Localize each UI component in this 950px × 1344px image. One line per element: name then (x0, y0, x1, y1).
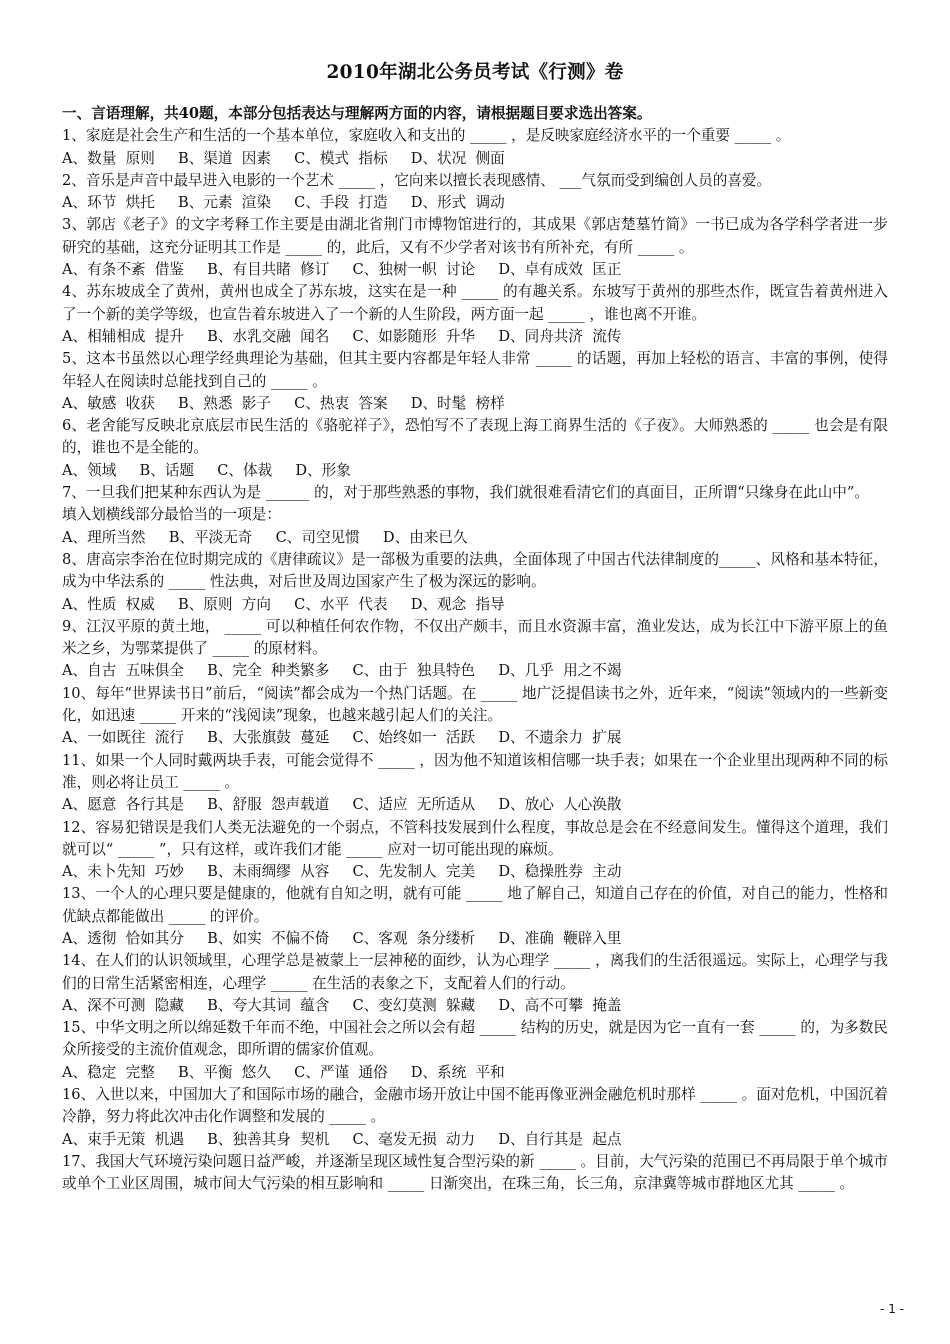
question-instruction: 填入划横线部分最恰当的一项是： (62, 506, 281, 524)
page-number: - 1 - (880, 1302, 904, 1316)
question-stem: 11、如果一个人同时戴两块手表，可能会觉得不 _____ ，因为他不知道该相信哪一块手表；如果在一个企业里出现两种不同的标准，则必将让员工 _____ 。 (62, 751, 888, 791)
question-options: A、束手无策 机遇 B、独善其身 契机 C、毫发无损 动力 D、自行其是 起点 (62, 1130, 622, 1148)
question-options: A、未卜先知 巧妙 B、未雨绸缪 从容 C、先发制人 完美 D、稳操胜券 主动 (62, 863, 622, 881)
question-stem: 12、容易犯错误是我们人类无法避免的一个弱点，不管科技发展到什么程度，事故总是会在不经意间发生。懂得这个道理，我们就可以“ _____ ”，只有这样，或许我们才能 _____ 应对一切可能出现的麻烦。 (62, 818, 888, 858)
question-stem: 13、一个人的心理只要是健康的，他就有自知之明，就有可能 _____ 地了解自己，知道自己存在的价值，对自己的能力，性格和优缺点都能做出 _____ 的评价。 (62, 885, 888, 925)
question-options: A、环节 烘托 B、元素 渲染 C、手段 打造 D、形式 调动 (62, 194, 505, 212)
question-options: A、有条不紊 借鉴 B、有目共睹 修订 C、独树一帜 讨论 D、卓有成效 匡正 (62, 261, 622, 279)
question-options: A、自古 五味俱全 B、完全 种类繁多 C、由于 独具特色 D、几乎 用之不竭 (62, 662, 622, 680)
question-options: A、数量 原则 B、渠道 因素 C、模式 指标 D、状况 侧面 (62, 149, 505, 167)
question-options: A、性质 权威 B、原则 方向 C、水平 代表 D、观念 指导 (62, 595, 505, 613)
question-options: A、领域 B、话题 C、体裁 D、形象 (62, 461, 351, 479)
question-stem: 14、在人们的认识领域里，心理学总是被蒙上一层神秘的面纱，认为心理学 _____ ，离我们的生活很遥远。实际上，心理学与我们的日常生活紧密相连，心理学 _____ 在生活的表象之下，支配着人们的行动。 (62, 952, 888, 992)
question-list (62, 103, 888, 1196)
question-stem: 9、江汉平原的黄土地， _____ 可以种植任何农作物，不仅出产颇丰，而且水资源丰富，渔业发达，成为长江中下游平原上的鱼米之乡，为鄂菜提供了 _____ 的原材料。 (62, 617, 888, 658)
question-options: A、一如既往 流行 B、大张旗鼓 蔓延 C、始终如一 活跃 D、不遗余力 扩展 (62, 729, 622, 747)
section-heading: 一、言语理解，共40题，本部分包括表达与理解两方面的内容，请根据题目要求选出答案。 (62, 105, 652, 122)
question-stem: 16、入世以来，中国加大了和国际市场的融合，金融市场开放让中国不能再像亚洲金融危机时那样 _____ 。面对危机，中国沉着冷静，努力将此次冲击化作调整和发展的 _____ 。 (62, 1086, 888, 1126)
question-stem: 17、我国大气环境污染问题日益严峻，并逐渐呈现区域性复合型污染的新 _____ 。目前，大气污染的范围已不再局限于单个城市或单个工业区周围，城市间大气污染的相互影响和 _____ 日渐突出，在珠三角，长三角，京津冀等城市群地区尤其 _____ 。 (62, 1152, 888, 1193)
question-options: A、愿意 各行其是 B、舒服 怨声载道 C、适应 无所适从 D、放心 人心涣散 (62, 796, 622, 814)
question-stem: 2、音乐是声音中最早进入电影的一个艺术 _____ ，它向来以擅长表现感情、 ___气氛而受到编创人员的喜爱。 (62, 171, 772, 189)
question-stem: 3、郭店《老子》的文字考释工作主要是由湖北省荆门市博物馆进行的，其成果《郭店楚墓竹简》一书已成为各学科学者进一步研究的基础，这充分证明其工作是 _____ 的，此后，又有不少学者对该书有所补充，有所 _____ 。 (62, 216, 888, 256)
question-stem: 15、中华文明之所以绵延数千年而不绝，中国社会之所以会有超 _____ 结构的历史，就是因为它一直有一套 _____ 的，为多数民众所接受的主流价值观念，即所谓的儒家价值观。 (62, 1019, 888, 1059)
question-stem: 5、这本书虽然以心理学经典理论为基础，但其主要内容都是年轻人非常 _____ 的话题，再加上轻松的语言、丰富的事例，使得年轻人在阅读时总能找到自己的 _____ 。 (62, 350, 888, 390)
question-stem: 10、每年“世界读书日”前后，“阅读”都会成为一个热门话题。在 _____ 地广泛提倡读书之外，近年来，“阅读”领域内的一些新变化，如迅速 _____ 开来的“浅阅读”现象，也越来越引起人们的关注。 (62, 684, 888, 725)
question-stem: 1、家庭是社会生产和生活的一个基本单位，家庭收入和支出的 _____ ，是反映家庭经济水平的一个重要 _____ 。 (62, 127, 791, 145)
question-options: A、稳定 完整 B、平衡 悠久 C、严谨 通俗 D、系统 平和 (62, 1063, 505, 1081)
question-options: A、透彻 恰如其分 B、如实 不偏不倚 C、客观 条分缕析 D、准确 鞭辟入里 (62, 929, 622, 947)
question-stem: 7、一旦我们把某种东西认为是 ______ 的，对于那些熟悉的事物，我们就很难看清它们的真面目，正所谓“只缘身在此山中”。 (62, 484, 869, 502)
question-options: A、敏感 收获 B、熟悉 影子 C、热衷 答案 D、时髦 榜样 (62, 394, 505, 412)
question-options: A、深不可测 隐藏 B、夸大其词 蕴含 C、变幻莫测 躲藏 D、高不可攀 掩盖 (62, 996, 622, 1014)
question-stem: 4、苏东坡成全了黄州，黄州也成全了苏东坡，这实在是一种 _____ 的有趣关系。东坡写于黄州的那些杰作，既宣告着黄州进入了一个新的美学等级，也宣告着东坡进入了一个新的人生阶段，两方面一起 _____ ，谁也离不开谁。 (62, 283, 888, 323)
question-options: A、理所当然 B、平淡无奇 C、司空见惯 D、由来已久 (62, 528, 468, 546)
page-title: 2010年湖北公务员考试《行测》卷 (326, 62, 624, 83)
question-stem: 6、老舍能写反映北京底层市民生活的《骆驼祥子》，恐怕写不了表现上海工商界生活的《子夜》。大师熟悉的 _____ 也会是有限的，谁也不是全能的。 (62, 417, 888, 457)
question-stem: 8、唐高宗李治在位时期完成的《唐律疏议》是一部极为重要的法典，全面体现了中国古代法律制度的_____、风格和基本特征，成为中华法系的 _____ 性法典，对后世及周边国家产生了极为深远的影响。 (62, 550, 888, 591)
question-options: A、相辅相成 提升 B、水乳交融 闻名 C、如影随形 升华 D、同舟共济 流传 (62, 327, 622, 345)
